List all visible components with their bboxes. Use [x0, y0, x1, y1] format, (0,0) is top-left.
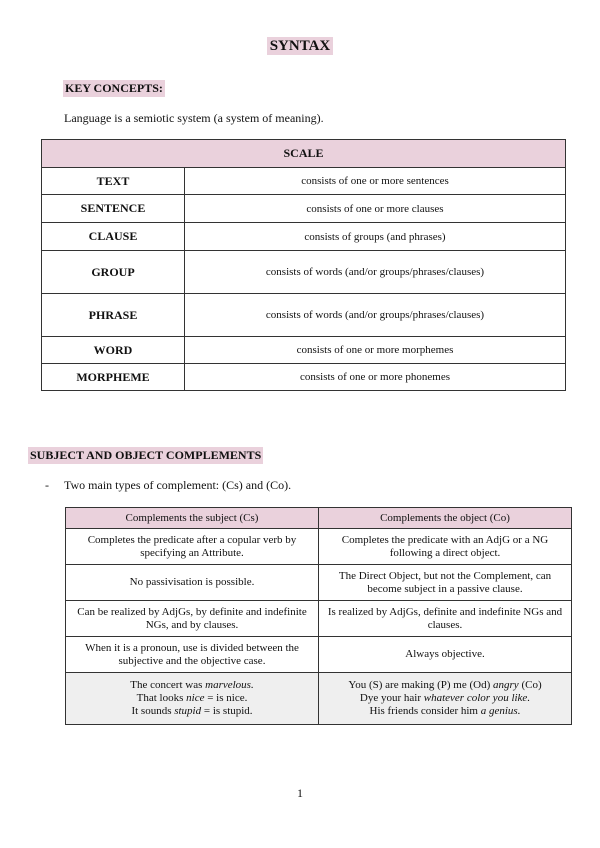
co-cell: The Direct Object, but not the Complement, can become subject in a passive clause.: [319, 565, 572, 601]
scale-unit: TEXT: [42, 168, 185, 195]
example-line: [325, 679, 565, 692]
table-row: [66, 529, 572, 565]
scale-desc: consists of words (and/or groups/phrases/clauses): [185, 251, 566, 294]
example-text: = is nice.: [204, 692, 248, 704]
example-line: [325, 705, 565, 718]
co-cell: Completes the predicate with an AdjG or a NG following a direct object.: [319, 529, 572, 565]
cs-cell: No passivisation is possible.: [66, 565, 319, 601]
example-text: You (S) are making (P) me (Od): [348, 679, 494, 691]
cs-cell: Can be realized by AdjGs, by definite and indefinite NGs, and by clauses.: [66, 601, 319, 637]
example-text: (Co): [518, 679, 542, 691]
example-line: [72, 679, 312, 692]
scale-desc: consists of groups (and phrases): [185, 223, 566, 251]
scale-desc: consists of one or more clauses: [185, 195, 566, 223]
example-text: The concert was: [130, 679, 206, 691]
bullet-dash: -: [45, 478, 49, 492]
example-italic: angry: [493, 679, 519, 691]
key-concepts-heading: KEY CONCEPTS:: [65, 81, 163, 95]
scale-header: SCALE: [42, 140, 566, 168]
scale-unit: SENTENCE: [42, 195, 185, 223]
table-row: [42, 195, 566, 223]
scale-unit: PHRASE: [42, 294, 185, 337]
example-text: It sounds: [131, 705, 175, 717]
scale-desc: consists of one or more morphemes: [185, 337, 566, 364]
cs-cell: Completes the predicate after a copular verb by specifying an Attribute.: [66, 529, 319, 565]
page-title-wrap: [0, 38, 600, 55]
page-number: 1: [297, 786, 303, 800]
table-row: [66, 637, 572, 673]
scale-table: [41, 139, 566, 391]
bullet-text: Two main types of complement: (Cs) and (Co).: [64, 478, 292, 492]
co-cell: Always objective.: [319, 637, 572, 673]
example-italic: a genius.: [480, 705, 521, 717]
header-cs: Complements the subject (Cs): [66, 508, 319, 529]
co-cell: Is realized by AdjGs, definite and indefinite NGs and clauses.: [319, 601, 572, 637]
bullet-item: [45, 478, 291, 493]
table-row: [66, 565, 572, 601]
table-row: [42, 294, 566, 337]
example-italic: stupid: [174, 705, 202, 717]
example-line: [325, 692, 565, 705]
page-title: SYNTAX: [267, 37, 334, 55]
example-italic: whatever color you like.: [423, 692, 531, 704]
intro-text: Language is a semiotic system (a system of meaning).: [64, 111, 324, 125]
table-row: [42, 364, 566, 391]
cs-cell: When it is a pronoun, use is divided between the subjective and the objective case.: [66, 637, 319, 673]
scale-unit: GROUP: [42, 251, 185, 294]
scale-desc: consists of words (and/or groups/phrases/clauses): [185, 294, 566, 337]
example-text: That looks: [136, 692, 187, 704]
co-examples: [319, 673, 572, 725]
scale-header-row: [42, 140, 566, 168]
header-co: Complements the object (Co): [319, 508, 572, 529]
scale-unit: WORD: [42, 337, 185, 364]
table-row: [42, 251, 566, 294]
scale-desc: consists of one or more sentences: [185, 168, 566, 195]
scale-desc: consists of one or more phonemes: [185, 364, 566, 391]
examples-row: [66, 673, 572, 725]
example-line: [72, 705, 312, 718]
example-text: Dye your hair: [359, 692, 424, 704]
example-italic: nice: [186, 692, 205, 704]
example-line: [72, 692, 312, 705]
cs-examples: [66, 673, 319, 725]
scale-unit: MORPHEME: [42, 364, 185, 391]
example-italic: marvelous.: [205, 679, 254, 691]
table-row: [66, 601, 572, 637]
table-row: [42, 168, 566, 195]
table-row: [42, 337, 566, 364]
scale-unit: CLAUSE: [42, 223, 185, 251]
example-text: = is stupid.: [201, 705, 253, 717]
example-text: His friends consider him: [369, 705, 481, 717]
complements-heading: SUBJECT AND OBJECT COMPLEMENTS: [30, 448, 262, 462]
table-row: [42, 223, 566, 251]
complements-header-row: [66, 508, 572, 529]
complements-table: [65, 507, 572, 725]
